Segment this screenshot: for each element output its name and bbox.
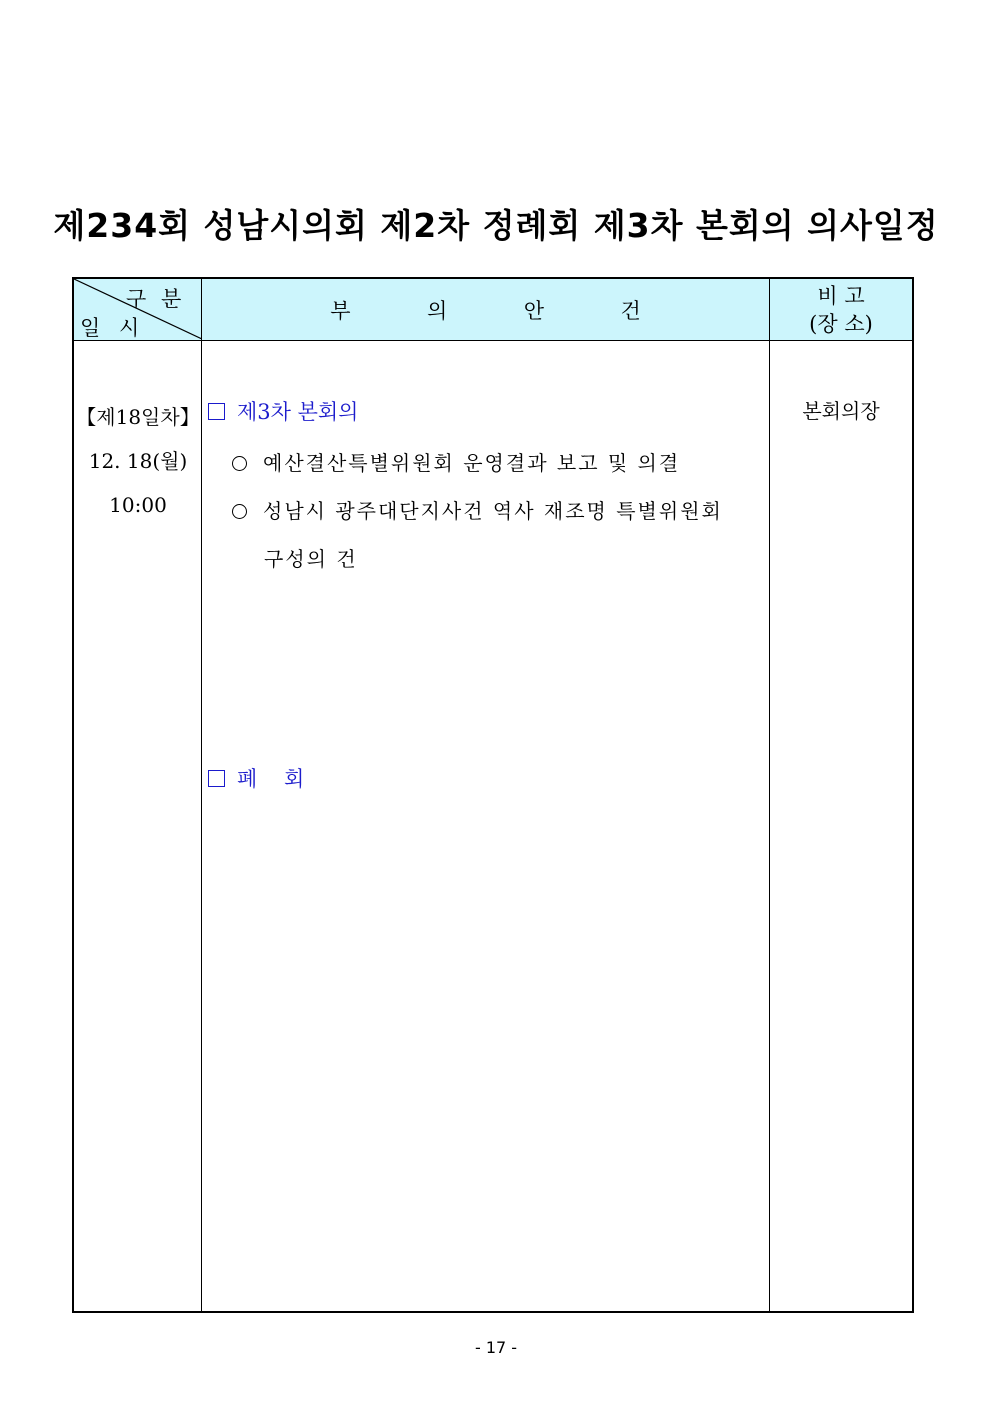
date-cell bbox=[74, 395, 202, 527]
time-text: 10:00 bbox=[109, 493, 167, 517]
header-category-bottom: 일 시 bbox=[80, 316, 146, 340]
checkbox-square-icon bbox=[208, 403, 225, 420]
table-header bbox=[74, 279, 912, 341]
header-agenda-char: 건 bbox=[620, 299, 641, 323]
circle-bullet-icon bbox=[232, 504, 247, 519]
agenda-table bbox=[72, 277, 914, 1313]
date-text: 12. 18(월) bbox=[88, 449, 188, 473]
circle-bullet-icon bbox=[232, 456, 247, 471]
column-divider bbox=[769, 279, 770, 1311]
header-remarks-line1: 비 고 bbox=[817, 284, 865, 308]
header-agenda-char: 안 bbox=[523, 299, 545, 323]
header-agenda-char: 의 bbox=[426, 299, 448, 323]
agenda-item: 성남시 광주대단지사건 역사 재조명 특별위원회 bbox=[232, 495, 723, 524]
agenda-item: 예산결산특별위원회 운영결과 보고 및 의결 bbox=[232, 447, 680, 476]
checkbox-square-icon bbox=[208, 770, 225, 787]
document-title: 제234회 성남시의회 제2차 정례회 제3차 본회의 의사일정 bbox=[53, 206, 939, 245]
location-cell: 본회의장 bbox=[802, 399, 880, 423]
day-label: 【제18일차】 bbox=[76, 405, 200, 429]
header-remarks-line2: (장 소) bbox=[809, 312, 873, 336]
header-remarks bbox=[770, 282, 912, 338]
header-category-top: 구 분 bbox=[126, 287, 186, 311]
header-agenda bbox=[202, 295, 769, 325]
agenda-item-continued: 구성의 건 bbox=[264, 547, 358, 571]
section-heading-adjourn: 폐 회 bbox=[208, 763, 304, 793]
page-number: - 17 - bbox=[474, 1338, 518, 1357]
section-heading-plenary: 제3차 본회의 bbox=[208, 396, 358, 426]
header-agenda-char: 부 bbox=[330, 299, 351, 323]
